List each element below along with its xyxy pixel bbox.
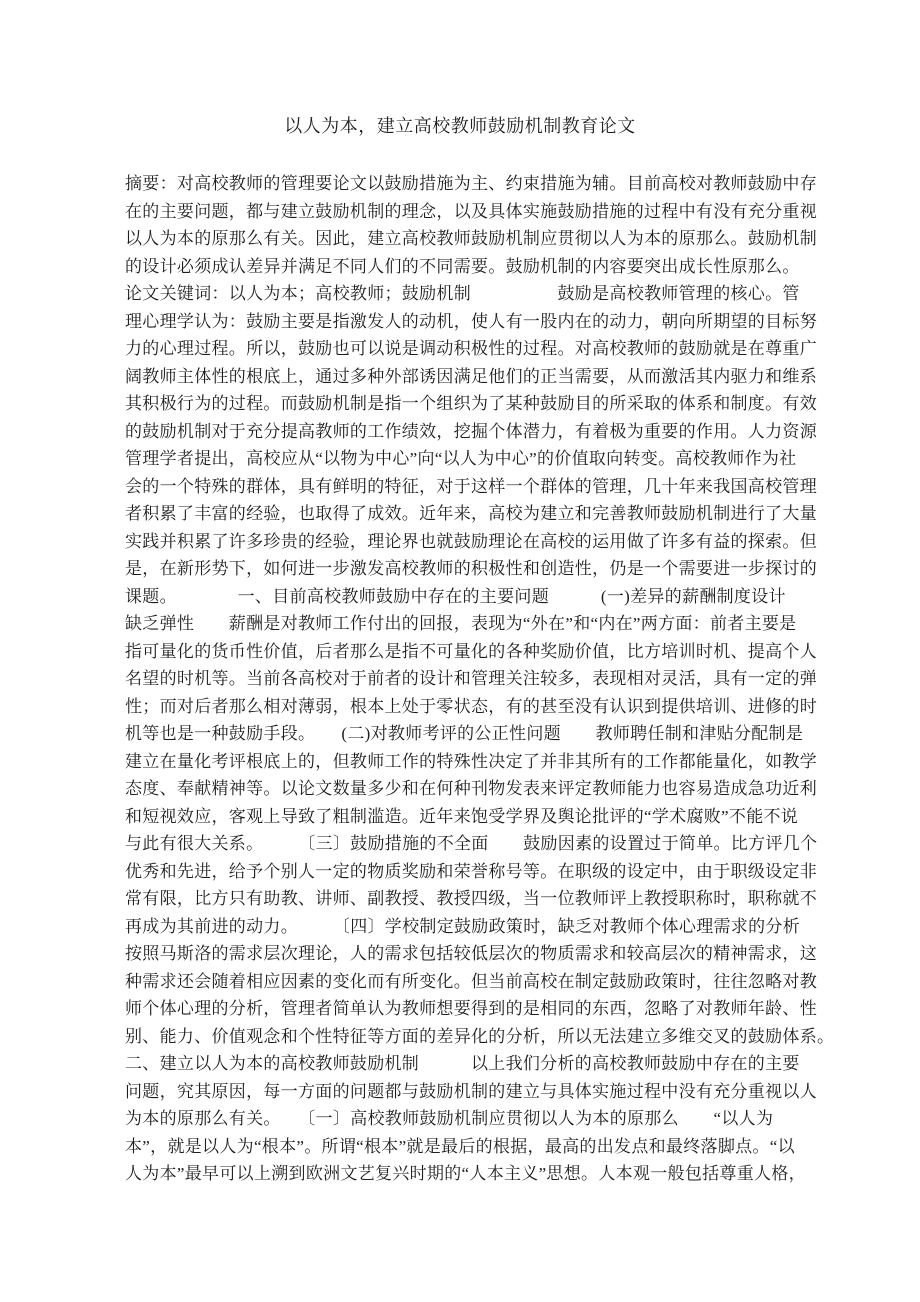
text-line: 阔教师主体性的根底上，通过多种外部诱因满足他们的正当需要，从而激活其内驱力和维系: [125, 366, 817, 386]
text-line: 问题，究其原因，每一方面的问题都与鼓励机制的建立与具体实施过程中没有充分重视以人: [125, 1081, 817, 1101]
text-line: 理心理学认为：鼓励主要是指激发人的动机，使人有一股内在的动力，朝向所期望的目标努: [125, 311, 817, 331]
text-line: 态度、奉献精神等。以论文数量多少和在何种刊物发表来评定教师能力也容易造成急功近利: [125, 779, 817, 798]
text-line: 会的一个特殊的群体，具有鲜明的特征，对于这样一个群体的管理，几十年来我国高校管理: [125, 476, 817, 496]
text-line: 实践并积累了许多珍贵的经验，理论界也就鼓励理论在高校的运用做了许多有益的探索。但: [125, 531, 817, 551]
text-line: 和短视效应，客观上导致了粗制滥造。近年来饱受学界及舆论批评的“学术腐败”不能不说: [125, 806, 799, 826]
text-line: 性；而对后者那么相对薄弱，根本上处于零状态，有的甚至没有认识到提供培训、进修的时: [125, 696, 817, 716]
text-line: 指可量化的货币性价值，后者那么是指不可量化的各种奖励价值，比方培训时机、提高个人: [125, 641, 817, 661]
text-line: 常有限，比方只有助教、讲师、副教授、教授四级，当一位教师评上教授职称时，职称就不: [125, 889, 817, 908]
text-line: 种需求还会随着相应因素的变化而有所变化。但当前高校在制定鼓励政策时，往往忽略对教: [125, 971, 817, 991]
text-line: 再成为其前进的动力。 〔四〕学校制定鼓励政策时，缺乏对教师个体心理需求的分析: [125, 916, 800, 936]
text-line: 在的主要问题，都与建立鼓励机制的理念，以及具体实施鼓励措施的过程中有没有充分重视: [125, 201, 817, 221]
text-line: 师个体心理的分析，管理者简单认为教师想要得到的是相同的东西，忽略了对教师年龄、性: [125, 999, 817, 1018]
text-line: 人为本”最早可以上溯到欧洲文艺复兴时期的“人本主义”思想。人本观一般包括尊重人格，: [125, 1164, 806, 1183]
text-line: 为本的原那么有关。 〔一〕高校教师鼓励机制应贯彻以人为本的原那么 “以人为: [125, 1109, 774, 1128]
text-line: 力的心理过程。所以，鼓励也可以说是调动积极性的过程。对高校教师的鼓励就是在尊重广: [125, 339, 817, 358]
text-line: 名望的时机等。当前各高校对于前者的设计和管理关注较多，表现相对灵活，具有一定的弹: [125, 669, 817, 688]
text-line: 以人为本的原那么有关。因此，建立高校教师鼓励机制应贯彻以人为本的原那么。鼓励机制: [125, 229, 817, 248]
text-line: 论文关键词：以人为本；高校教师；鼓励机制 鼓励是高校教师管理的核心。管: [125, 284, 800, 303]
text-line: 其积极行为的过程。而鼓励机制是指一个组织为了某种鼓励目的所采取的体系和制度。有效: [125, 394, 817, 413]
text-line: 摘要：对高校教师的管理要论文以鼓励措施为主、约束措施为辅。目前高校对教师鼓励中存: [125, 174, 817, 193]
text-line: 与此有很大关系。 〔三〕鼓励措施的不全面 鼓励因素的设置过于简单。比方评几个: [125, 834, 818, 853]
text-line: 别、能力、价值观念和个性特征等方面的差异化的分析，所以无法建立多维交叉的鼓励体系。: [125, 1026, 835, 1046]
text-line: 优秀和先进，给予个别人一定的物质奖励和荣誉称号等。在职级的设定中，由于职级设定非: [125, 861, 817, 881]
text-line: 是，在新形势下，如何进一步激发高校教师的积极性和创造性，仍是一个需要进一步探讨的: [125, 559, 817, 578]
text-line: 的鼓励机制对于充分提高教师的工作绩效，挖掘个体潜力，有着极为重要的作用。人力资源: [125, 421, 817, 441]
text-line: 缺乏弹性 薪酬是对教师工作付出的回报，表现为“外在”和“内在”两方面：前者主要是: [125, 614, 797, 633]
document-body: [125, 170, 835, 1188]
text-line: 课题。 一、目前高校教师鼓励中存在的主要问题 (一)差异的薪酬制度设计: [125, 586, 786, 606]
text-line: 的设计必须成认差异并满足不同人们的不同需要。鼓励机制的内容要突出成长性原那么。: [125, 256, 800, 276]
text-line: 管理学者提出，高校应从“以物为中心”向“以人为中心”的价值取向转变。高校教师作为社: [125, 449, 797, 468]
text-line: 本”，就是以人为“根本”。所谓“根本”就是最后的根据，最高的出发点和最终落脚点。“以: [125, 1136, 795, 1156]
text-line: 机等也是一种鼓励手段。 (二)对教师考评的公正性问题 教师聘任制和津贴分配制是: [125, 724, 804, 743]
text-line: 建立在量化考评根底上的，但教师工作的特殊性决定了并非其所有的工作都能量化，如教学: [125, 751, 817, 771]
document-title: 以人为本，建立高校教师鼓励机制教育论文: [284, 116, 636, 136]
text-line: 按照马斯洛的需求层次理论，人的需求包括较低层次的物质需求和较高层次的精神需求，这: [125, 944, 817, 963]
text-line: 者积累了丰富的经验，也取得了成效。近年来，高校为建立和完善教师鼓励机制进行了大量: [125, 504, 817, 523]
text-line: 二、建立以人为本的高校教师鼓励机制 以上我们分析的高校教师鼓励中存在的主要: [125, 1054, 800, 1073]
